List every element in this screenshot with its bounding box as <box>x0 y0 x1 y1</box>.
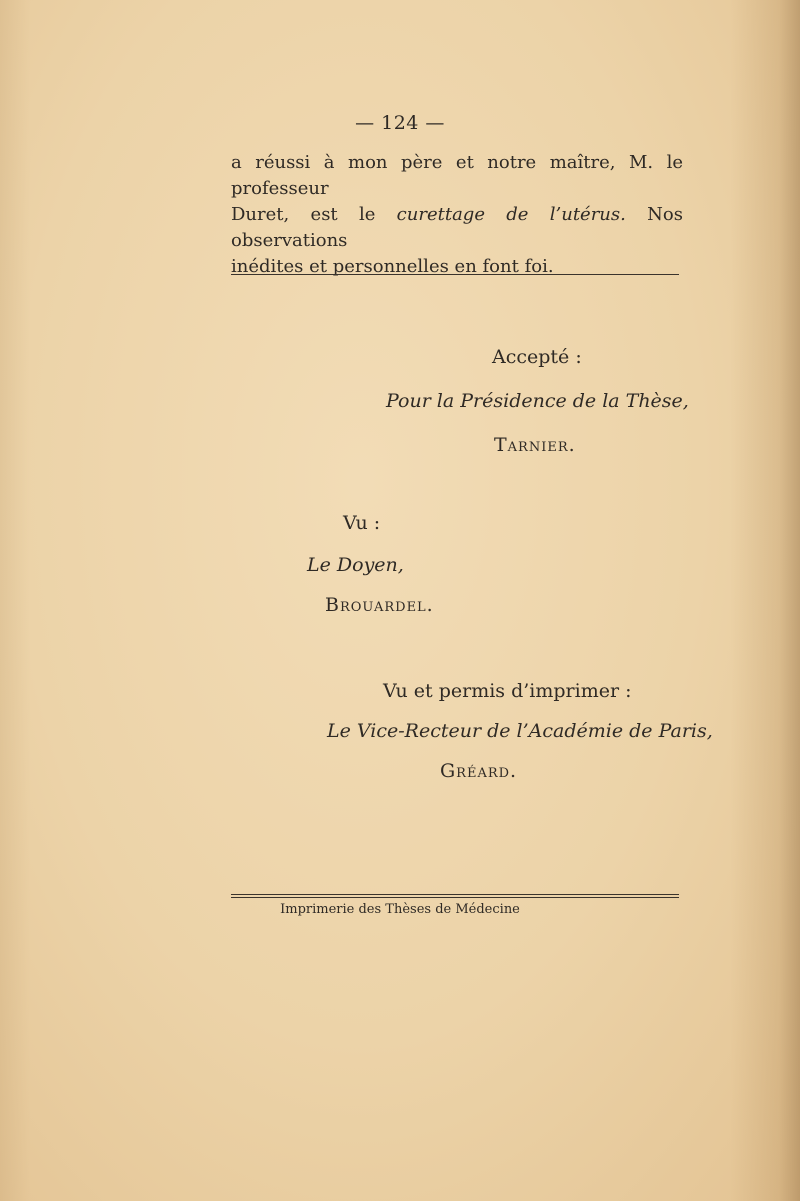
vice-rector-title: Le Vice-Recteur de l’Académie de Paris, <box>327 720 713 742</box>
greard-signature: Gréard. <box>440 760 518 782</box>
paragraph-line-2-start: Duret, est le <box>231 204 397 225</box>
brouardel-signature: Brouardel. <box>325 594 434 616</box>
paragraph-line-2-end: Nos observations <box>231 204 683 251</box>
permit-label: Vu et permis d’imprimer : <box>383 680 632 702</box>
body-paragraph <box>231 150 683 280</box>
accepted-label: Accepté : <box>492 346 582 368</box>
paragraph-line-3: inédites et personnelles en font foi. <box>231 256 554 277</box>
paragraph-emphasis: curettage de l’utérus. <box>396 204 626 225</box>
paper-edge-left <box>0 0 30 1201</box>
vu-label: Vu : <box>343 512 381 534</box>
separator-rule <box>231 274 679 275</box>
page-number: — 124 — <box>355 112 445 134</box>
printer-imprint: Imprimerie des Thèses de Médecine <box>280 902 520 917</box>
presidency-line: Pour la Présidence de la Thèse, <box>386 390 689 412</box>
paragraph-line-2 <box>231 202 683 254</box>
dean-title: Le Doyen, <box>307 554 404 576</box>
tarnier-signature: Tarnier. <box>494 434 576 456</box>
paper-edge-right <box>730 0 800 1201</box>
paragraph-line-1: a réussi à mon père et notre maître, M. le professeur <box>231 152 683 199</box>
footer-rule <box>231 894 679 895</box>
